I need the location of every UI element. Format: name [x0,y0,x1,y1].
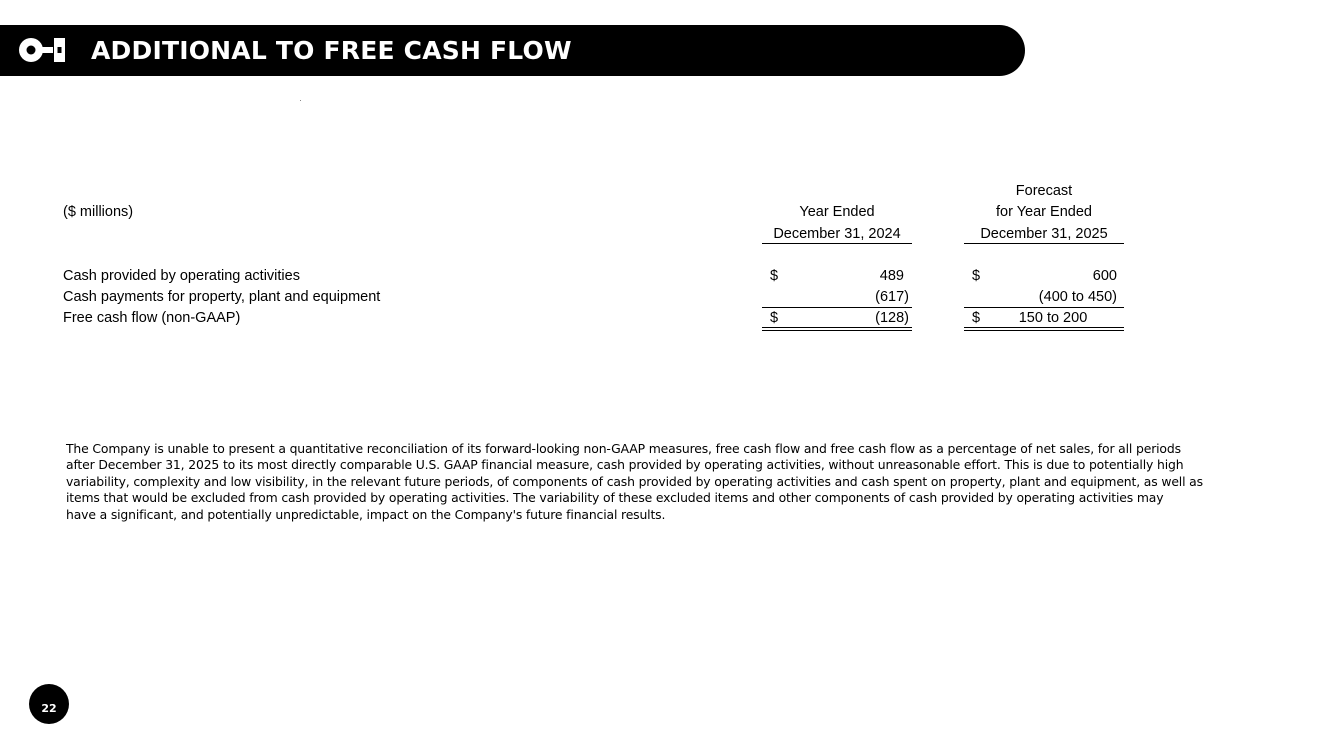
note-line: have a significant, and potentially unpredictable, impact on the Company's future financial results. [66,506,666,522]
subtotal-rule-2024 [762,307,912,308]
note-line: variability, complexity and low visibility, in the relevant future periods, of components of cash provided by operating activities and cash spent on property, plant and equipment, as well as [66,473,1203,489]
page-number-badge: 22 [29,684,69,724]
total-double-rule-2024-b [762,330,912,331]
col1-header-line2: December 31, 2024 [773,226,901,242]
row-value-2024: (128) [875,310,909,326]
total-double-rule-2024-a [762,327,912,328]
row-currency-sign: $ [770,268,779,284]
col2-header-line2: for Year Ended [996,204,1092,220]
col2-header-underline [964,243,1124,244]
note-line: The Company is unable to present a quantitative reconciliation of its forward-looking non-GAAP measures, free cash flow and free cash flow as a percentage of net sales, for all periods [66,441,1181,456]
note-line: items that would be excluded from cash provided by operating activities. The variability of these excluded items and other components of cash provided by operating activities may [66,490,1164,506]
col1-header-line1: Year Ended [799,204,875,220]
unit-label: ($ millions) [63,204,134,220]
row-currency-sign: $ [972,268,981,284]
row-value-2025: 600 [1092,268,1117,284]
row-value-2025: (400 to 450) [1038,289,1117,305]
col2-header-line1: Forecast [1015,183,1073,199]
row-value-2024: 489 [879,268,904,284]
subtotal-rule-2025 [964,307,1124,308]
row-label: Cash payments for property, plant and equipment [63,289,381,305]
page-title: ADDITIONAL TO FREE CASH FLOW [91,36,572,65]
total-double-rule-2025-b [964,330,1124,331]
note-line: after December 31, 2025 to its most directly comparable U.S. GAAP financial measure, cash provided by operating activities, without unreasonable effort. This is due to potentially high [66,457,1184,473]
row-value-2025: 150 to 200 [1018,310,1088,326]
total-double-rule-2025-a [964,327,1124,328]
col2-header-line3: December 31, 2025 [980,226,1108,242]
row-value-2024: (617) [875,289,909,305]
col1-header-underline [762,243,912,244]
row-currency-sign: $ [972,310,981,326]
row-currency-sign: $ [770,310,779,326]
row-label: Cash provided by operating activities [63,268,300,284]
row-label: Free cash flow (non-GAAP) [63,310,241,326]
disclaimer-note [66,441,1226,523]
